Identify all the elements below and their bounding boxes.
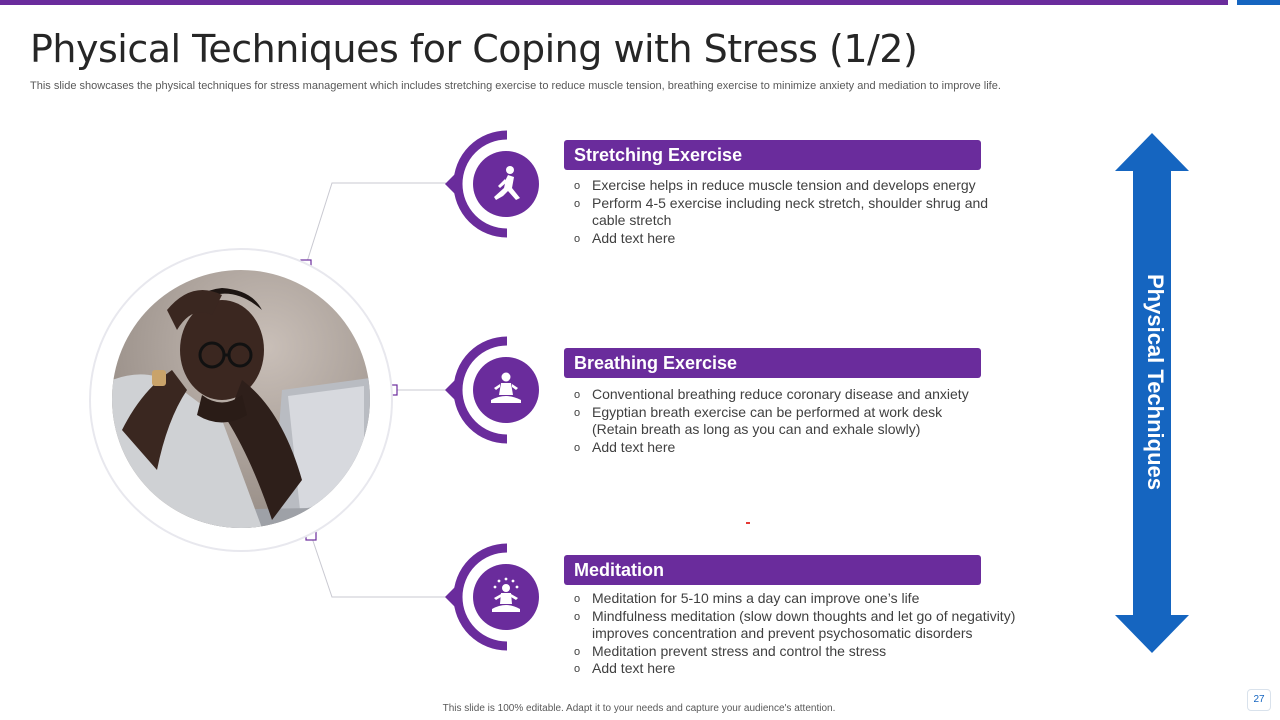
list-item: o Add text here — [574, 439, 984, 457]
stretching-person-icon — [473, 151, 539, 217]
meditation-icon-badge — [445, 542, 555, 652]
breathing-points-list — [574, 386, 984, 456]
footer-text: This slide is 100% editable. Adapt it to your needs and capture your audience's attention. — [442, 703, 836, 714]
stretching-icon-badge — [445, 129, 555, 239]
list-item: o Conventional breathing reduce coronary disease and anxiety — [574, 386, 984, 404]
side-label: Physical Techniques — [1143, 274, 1168, 491]
list-item: o Meditation prevent stress and control the stress — [574, 643, 1044, 661]
stressed-man-photo — [112, 270, 370, 528]
slide-subtitle: This slide showcases the physical techniques for stress management which includes stretching exercise to reduce muscle tension, breathing exercise to minimize anxiety and mediation to improve life. — [30, 80, 1001, 92]
meditation-person-icon — [473, 564, 539, 630]
section-heading-breathing: Breathing Exercise — [564, 348, 981, 378]
page-number: 27 — [1247, 689, 1271, 711]
footer-note — [0, 703, 1280, 714]
section-heading-stretching: Stretching Exercise — [564, 140, 981, 170]
stray-mark — [746, 522, 750, 524]
stretching-points-list — [574, 177, 1004, 247]
list-item: o Add text here — [574, 230, 1004, 248]
list-item: o Meditation for 5-10 mins a day can improve one’s life — [574, 590, 1044, 608]
list-item: o Perform 4-5 exercise including neck stretch, shoulder shrug and cable stretch — [574, 195, 1004, 230]
breathing-person-icon — [473, 357, 539, 423]
slide-title: Physical Techniques for Coping with Stress (1/2) — [30, 27, 918, 71]
list-item: o Egyptian breath exercise can be performed at work desk (Retain breath as long as you can and exhale slowly) — [574, 404, 984, 439]
breathing-icon-badge — [445, 335, 555, 445]
list-item: o Mindfulness meditation (slow down thoughts and let go of negativity) improves concentration and prevent psychosomatic disorders — [574, 608, 1044, 643]
list-item: o Add text here — [574, 660, 1044, 678]
meditation-points-list — [574, 590, 1044, 678]
section-heading-meditation: Meditation — [564, 555, 981, 585]
list-item: o Exercise helps in reduce muscle tension and develops energy — [574, 177, 1004, 195]
